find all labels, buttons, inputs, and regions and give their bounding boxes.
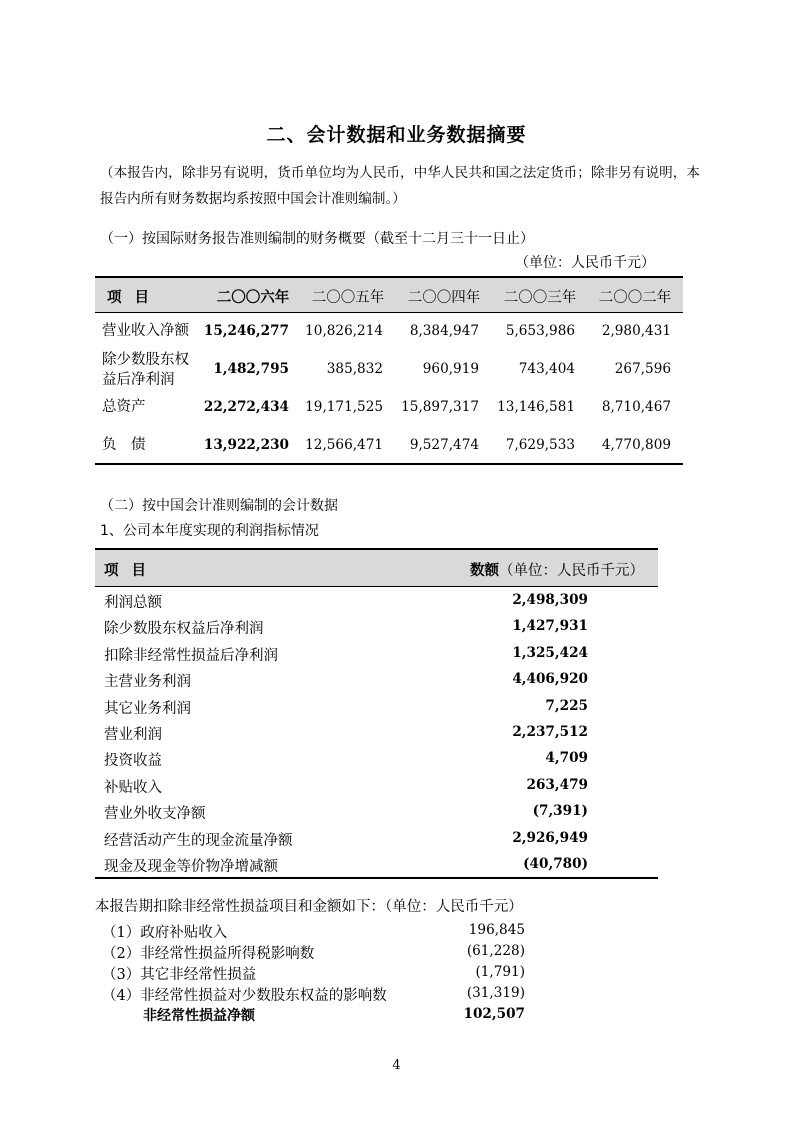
row-value: 2,926,949	[512, 829, 588, 846]
row-label-line1: 除少数股东权	[102, 352, 189, 368]
page-number: 4	[392, 1058, 401, 1073]
row-label: 营业利润	[104, 726, 162, 743]
cell-value: 1,482,795	[213, 361, 289, 377]
row-value: 7,225	[545, 697, 588, 714]
header-year-2004: 二〇〇四年	[407, 290, 481, 306]
table-row	[95, 772, 658, 798]
table-body	[95, 587, 658, 879]
total-label: 非经常性损益净额	[143, 1008, 255, 1024]
row-label: 补贴收入	[104, 779, 162, 796]
row-label: 利润总额	[104, 595, 162, 611]
cell-value: 267,596	[614, 361, 671, 377]
header-amount-unit: （单位：人民币千元）	[499, 563, 644, 579]
row-label: 总资产	[102, 399, 146, 415]
cell-value: 4,770,809	[601, 437, 671, 453]
row-label-line2: 益后净利润	[102, 372, 175, 388]
table-row	[95, 640, 658, 666]
table-row	[95, 587, 658, 613]
cell-value: 8,710,467	[601, 399, 671, 415]
row-label: 其它业务利润	[104, 700, 191, 717]
nonrecurring-total	[0, 1005, 793, 1027]
item-value: (1,791)	[475, 964, 525, 980]
row-label: 经营活动产生的现金流量净额	[104, 832, 293, 849]
table-body	[95, 313, 683, 465]
table-row	[95, 666, 658, 692]
row-label: 扣除非经常性损益后净利润	[104, 647, 278, 664]
cell-value: 22,272,434	[203, 399, 289, 415]
profit-indicators-table	[95, 548, 658, 879]
cell-value: 13,922,230	[203, 437, 289, 453]
header-year-2005: 二〇〇五年	[311, 290, 385, 306]
section1-heading: （一）按国际财务报告准则编制的财务概要（截至十二月三十一日止）	[100, 231, 534, 247]
table-row	[95, 693, 658, 719]
section2-heading: （二）按中国会计准则编制的会计数据	[100, 498, 338, 514]
cell-value: 13,146,581	[497, 399, 575, 415]
list-item	[0, 984, 793, 1006]
cell-value: 385,832	[326, 361, 383, 377]
table-row	[95, 719, 658, 745]
item-value: (61,228)	[466, 943, 525, 959]
table-row	[95, 745, 658, 771]
cell-value: 19,171,525	[305, 399, 383, 415]
total-value: 102,507	[463, 1006, 525, 1022]
row-label: 营业外收支净额	[104, 806, 206, 823]
table-row	[95, 798, 658, 824]
row-value: 1,427,931	[512, 618, 588, 635]
section1-unit: （单位：人民币千元）	[515, 255, 655, 271]
row-value: (7,391)	[532, 803, 588, 820]
item-value: 196,845	[468, 922, 525, 938]
cell-value: 10,826,214	[305, 323, 383, 339]
row-value: 2,237,512	[512, 723, 588, 740]
row-value: 4,406,920	[512, 671, 588, 688]
row-value: 4,709	[545, 750, 588, 767]
item-label: （3）其它非经常性损益	[102, 967, 257, 983]
table-header	[95, 550, 658, 587]
cell-value: 15,246,277	[203, 323, 289, 339]
header-year-2003: 二〇〇三年	[503, 290, 577, 306]
cell-value: 9,527,474	[409, 437, 479, 453]
header-amount	[470, 559, 644, 580]
row-label: 主营业务利润	[104, 674, 191, 691]
cell-value: 960,919	[422, 361, 479, 377]
ifrs-summary-table	[95, 276, 683, 465]
table-row	[95, 851, 658, 877]
list-item	[0, 921, 793, 943]
cell-value: 15,897,317	[401, 399, 479, 415]
table-row	[95, 613, 658, 639]
nonrecurring-heading: 本报告期扣除非经常性损益项目和金额如下：（单位：人民币千元）	[95, 899, 523, 915]
header-item: 项 目	[104, 563, 151, 579]
page-title: 二、会计数据和业务数据摘要	[266, 124, 527, 146]
item-value: (31,319)	[466, 985, 525, 1001]
row-value: 2,498,309	[512, 592, 588, 608]
list-item	[0, 963, 793, 985]
intro-note: （本报告内，除非另有说明，货币单位均为人民币，中华人民共和国之法定货币；除非另有说明，本报告内所有财务数据均系按照中国会计准则编制。）	[100, 165, 700, 207]
header-year-2006: 二〇〇六年	[216, 290, 290, 306]
item-label: （2）非经常性损益所得税影响数	[102, 946, 315, 962]
header-item: 项 目	[107, 290, 154, 306]
cell-value: 5,653,986	[505, 323, 575, 339]
row-label: 现金及现金等价物净增减额	[104, 858, 278, 875]
row-value: 1,325,424	[512, 644, 588, 661]
table-row	[95, 825, 658, 851]
list-item	[0, 942, 793, 964]
table-header	[95, 278, 683, 313]
item-label: （4）非经常性损益对少数股东权益的影响数	[102, 988, 387, 1004]
row-value: (40,780)	[523, 855, 588, 872]
cell-value: 2,980,431	[601, 323, 671, 339]
section2-subheading: 1、公司本年度实现的利润指标情况	[100, 523, 319, 539]
header-year-2002: 二〇〇二年	[598, 290, 672, 306]
cell-value: 8,384,947	[409, 323, 479, 339]
row-value: 263,479	[526, 776, 588, 793]
cell-value: 7,629,533	[505, 437, 575, 453]
cell-value: 743,404	[518, 361, 575, 377]
row-label: 负 债	[102, 437, 146, 453]
header-amount-label: 数额	[470, 563, 499, 579]
row-label: 除少数股东权益后净利润	[104, 621, 264, 638]
cell-value: 12,566,471	[305, 437, 383, 453]
item-label: （1）政府补贴收入	[102, 925, 228, 941]
row-label: 营业收入净额	[102, 323, 189, 339]
row-label: 投资收益	[104, 753, 162, 770]
